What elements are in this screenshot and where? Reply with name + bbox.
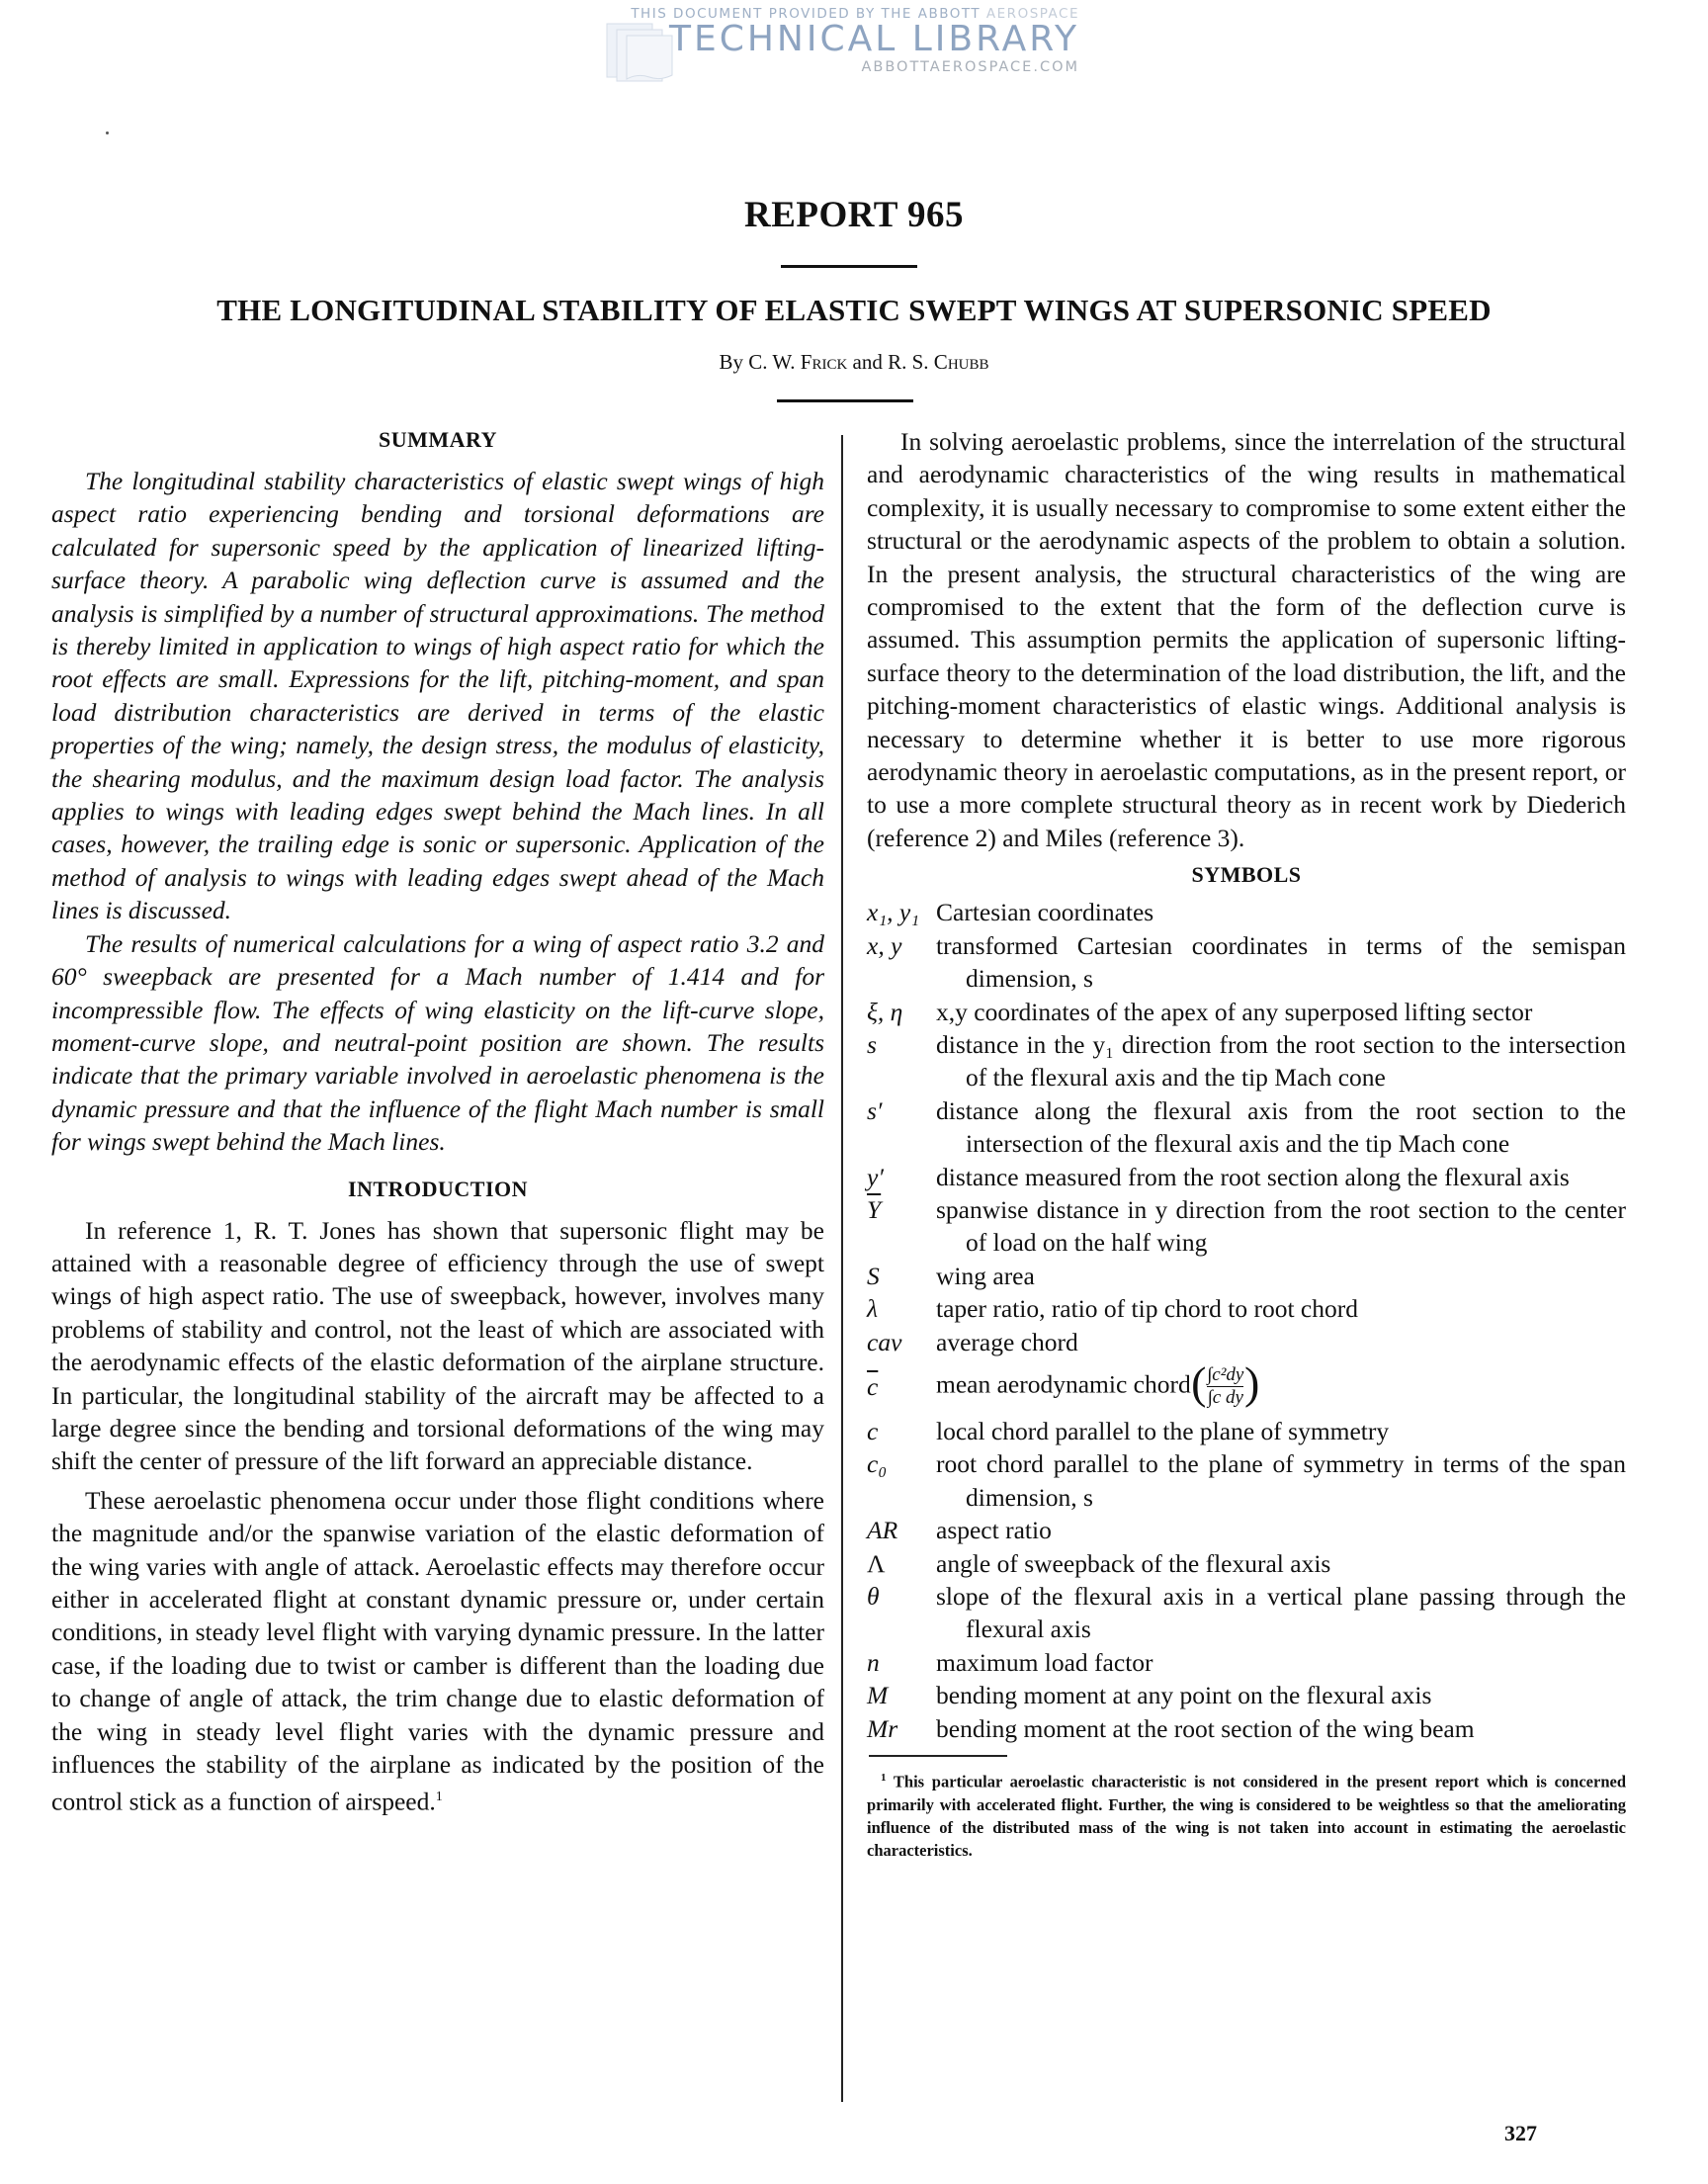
footnote [867, 1767, 1626, 1862]
symbol-entry [867, 929, 1626, 996]
symbol: y′ [867, 1162, 884, 1191]
symbol-description: wing area [936, 1261, 1035, 1290]
symbol-description: distance measured from the root section along the flexural axis [936, 1162, 1570, 1191]
symbol: λ [867, 1294, 879, 1324]
symbol: AR [867, 1516, 898, 1545]
footnote-marker: 1 [881, 1772, 887, 1785]
symbol-entry [867, 1260, 1626, 1292]
symbol-entry [867, 1193, 1626, 1260]
symbol: x₁, y₁ [867, 898, 920, 927]
symbol-entry [867, 1415, 1626, 1447]
watermark-brand: ABBOTT [917, 6, 982, 22]
column-divider [841, 435, 843, 2102]
footnote-reference[interactable]: 1 [435, 1790, 443, 1805]
watermark-brand-suffix: AEROSPACE [985, 6, 1079, 22]
introduction-paragraph [51, 1484, 824, 1819]
symbol: c₀ [867, 1449, 888, 1479]
symbol: s [867, 1029, 877, 1059]
watermark-provider-text: THIS DOCUMENT PROVIDED BY THE [631, 6, 912, 22]
formula-denominator: ∫c dy [1207, 1386, 1243, 1408]
mac-formula [1197, 1364, 1253, 1409]
symbol: $\overline{Y}$ [867, 1194, 882, 1224]
symbol: Λ [867, 1548, 886, 1578]
symbol-description: distance in the y₁ direction from the root section to the intersection of the flexural axis and the tip Mach cone [936, 1029, 1626, 1092]
byline-and: and [852, 350, 883, 374]
symbol-description: aspect ratio [936, 1516, 1052, 1545]
symbol: c [867, 1416, 879, 1445]
symbols-list [867, 896, 1626, 1745]
symbol: x, y [867, 930, 902, 960]
symbol-entry [867, 1447, 1626, 1514]
symbol-entry [867, 1028, 1626, 1094]
symbol-description: taper ratio, ratio of tip chord to root chord [936, 1294, 1358, 1324]
symbol-description: transformed Cartesian coordinates in terms of the semispan dimension, s [936, 930, 1626, 994]
byline-prefix: By [719, 350, 743, 374]
symbol: ξ, η [867, 997, 903, 1026]
symbol-description: average chord [936, 1327, 1078, 1356]
symbol-description: Cartesian coordinates [936, 898, 1154, 927]
symbol-entry [867, 1679, 1626, 1711]
footnote-text: This particular aeroelastic characteristic is not considered in the present report which is concerned primarily with accelerated flight. Further, the wing is considered to be weightless so that the ameliorating influence of the distributed mass of the wing is not taken into account in estimating the aeroelastic characteristics. [867, 1772, 1626, 1860]
symbol: $\overline{c}$ [867, 1371, 879, 1401]
symbol: cav [867, 1327, 902, 1356]
page-number: 327 [1504, 2121, 1537, 2145]
symbol-entry [867, 1326, 1626, 1358]
paper-title: THE LONGITUDINAL STABILITY OF ELASTIC SWEPT WINGS AT SUPERSONIC SPEED [216, 293, 1492, 327]
watermark-url: ABBOTTAEROSPACE.COM [861, 59, 1079, 75]
symbol-description: bending moment at any point on the flexural axis [936, 1681, 1432, 1710]
symbol-entry [867, 1547, 1626, 1580]
symbol: Mr [867, 1713, 898, 1743]
scan-speck [106, 131, 109, 134]
summary-paragraph: The longitudinal stability characteristics of elastic swept wings of high aspect ratio experiencing bending and torsional deformations are calculated for supersonic speed by the application of linearized lifting-surface theory. A parabolic wing deflection curve is assumed and the analysis is simplified by a number of structural approximations. The method is thereby limited in application to wings of high aspect ratio for which the root effects are small. Expressions for the lift, pitching-moment, and span load distribution characteristics are derived in terms of the elastic properties of the wing; namely, the design stress, the modulus of elasticity, the shearing modulus, and the maximum design load factor. The analysis applies to wings with leading edges swept behind the Mach lines. In all cases, however, the trailing edge is sonic or supersonic. Application of the method of analysis to wings with leading edges swept ahead of the Mach lines is discussed. [51, 467, 824, 925]
symbol-description: distance along the flexural axis from the root section to the intersection of the flexural axis and the tip Mach cone [936, 1095, 1626, 1159]
summary-paragraph: The results of numerical calculations for a wing of aspect ratio 3.2 and 60° sweepback are presented for a Mach number of 1.414 and for incompressible flow. The effects of wing elasticity on the lift-curve slope, moment-curve slope, and neutral-point position are shown. The results indicate that the primary variable involved in aeroelastic phenomena is the dynamic pressure and that the influence of the flight Mach number is small for wings swept behind the Mach lines. [51, 928, 824, 1157]
symbol-description: x,y coordinates of the apex of any superposed lifting sector [936, 997, 1533, 1026]
summary-heading: SUMMARY [378, 427, 498, 452]
introduction-paragraph: In reference 1, R. T. Jones has shown that supersonic flight may be attained with a reasonable degree of efficiency through the use of swept wings of high aspect ratio. The use of sweepback, however, involves many problems of stability and control, not the least of which are associated with the aerodynamic effects of the elastic deformation of the airplane structure. In particular, the longitudinal stability of the aircraft may be affected to a large degree since the bending and torsional deformations of the wing may shift the center of pressure of the lift forward an appreciable distance. [51, 1215, 824, 1476]
author-2: R. S. Chubb [888, 350, 989, 374]
introduction-paragraph: In solving aeroelastic problems, since the interrelation of the structural and aerodynamic characteristics of the wing results in mathematical complexity, it is usually necessary to compromise to some extent either the structural or the aerodynamic aspects of the problem to obtain a solution. In the present analysis, the structural characteristics of the wing are compromised to the extent that the form of the deflection curve is assumed. This assumption permits the application of supersonic lifting-surface theory to the determination of the load distribution, the lift, and the pitching-moment characteristics of elastic wings. Additional analysis is necessary to determine whether it is better to use more rigorous aerodynamic theory in aeroelastic computations, as in the present report, or to use a more complete structural theory as in recent work by Diederich (reference 2) and Miles (reference 3). [867, 427, 1626, 852]
watermark-library-title: TECHNICAL LIBRARY [668, 19, 1079, 59]
symbol: n [867, 1647, 880, 1677]
symbol-description: local chord parallel to the plane of symmetry [936, 1416, 1390, 1445]
header-rule-bottom [777, 399, 913, 402]
symbol: s′ [867, 1095, 883, 1125]
symbol-description-text: mean aerodynamic chord [936, 1369, 1191, 1399]
symbols-heading: SYMBOLS [1191, 862, 1302, 888]
header-rule-top [781, 265, 917, 268]
footnote-rule [869, 1755, 1007, 1757]
symbol: M [867, 1681, 889, 1710]
symbol-description: angle of sweepback of the flexural axis [936, 1548, 1331, 1578]
symbol-entry [867, 1580, 1626, 1646]
symbol-entry [867, 896, 1626, 928]
symbol-description: root chord parallel to the plane of symmetry in terms of the span dimension, s [936, 1449, 1626, 1512]
symbol-entry [867, 1712, 1626, 1745]
symbol-description: spanwise distance in y direction from the root section to the center of load on the half wing [936, 1194, 1626, 1258]
symbol-entry [867, 996, 1626, 1028]
symbol-description [936, 1364, 1626, 1409]
symbol-entry [867, 1292, 1626, 1325]
symbol-entry [867, 1358, 1626, 1415]
symbol-entry [867, 1646, 1626, 1679]
symbol: S [867, 1261, 880, 1290]
report-number: REPORT 965 [744, 195, 964, 235]
author-1: C. W. Frick [748, 350, 848, 374]
symbol-description: maximum load factor [936, 1647, 1153, 1677]
left-column [51, 423, 824, 1818]
watermark [605, 6, 1079, 85]
symbol-entry [867, 1514, 1626, 1546]
introduction-heading: INTRODUCTION [347, 1176, 529, 1201]
symbol: θ [867, 1582, 880, 1611]
right-column [867, 425, 1626, 1862]
introduction-paragraph-text: These aeroelastic phenomena occur under those flight conditions where the magnitude and/or the spanwise variation of the elastic deformation of the wing varies with angle of attack. Aeroelastic effects may therefore occur either in accelerated flight at constant dynamic pressure or, under certain conditions, in steady level flight with varying dynamic pressure. In the latter case, if the loading due to twist or camber is different than the loading due to change of angle of attack, the trim change due to elastic deformation of the wing in steady level flight varies with the dynamic pressure and influences the stability of the airplane as indicated by the position of the control stick as a function of airspeed. [51, 1485, 824, 1816]
byline [0, 350, 1708, 375]
formula-numerator: ( ∫c²dy [1207, 1363, 1244, 1385]
symbol-description: bending moment at the root section of the wing beam [936, 1713, 1475, 1743]
symbol-entry [867, 1094, 1626, 1161]
symbol-entry [867, 1161, 1626, 1193]
symbol-description: slope of the flexural axis in a vertical plane passing through the flexural axis [936, 1582, 1626, 1644]
